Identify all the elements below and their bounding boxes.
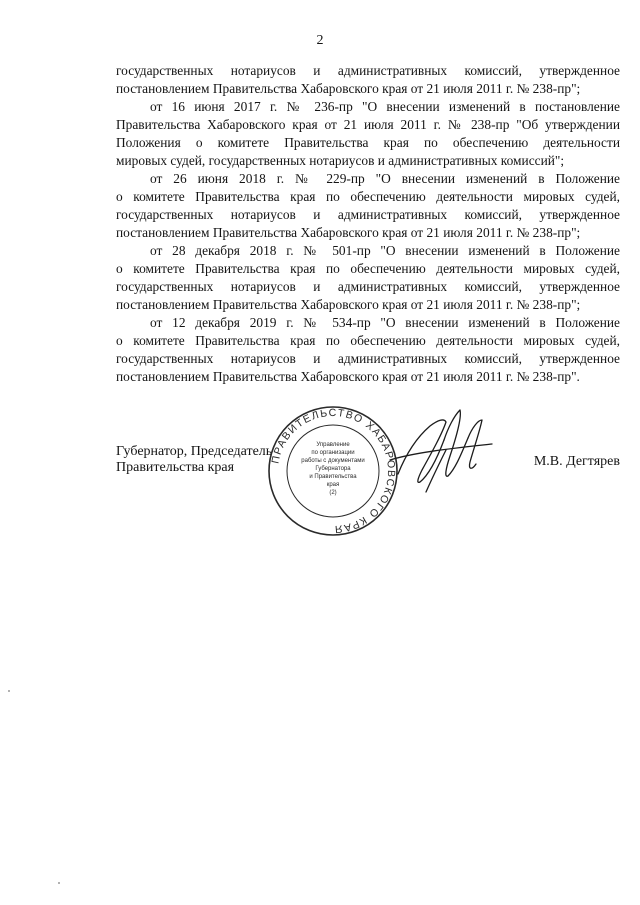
- text-line: от 16 июня 2017 г. № 236-пр "О внесении изменений в постановление: [150, 99, 620, 114]
- signer-name: М.В. Дегтярев: [533, 454, 620, 469]
- text-line: от 12 декабря 2019 г. № 534-пр "О внесении изменений в Положение: [150, 315, 620, 330]
- text-line: постановлением Правительства Хабаровского края от 21 июля 2011 г. № 238-пр";: [116, 81, 581, 96]
- text-line: Положения о комитете Правительства края по обеспечению деятельности: [116, 135, 620, 150]
- text-line: от 28 декабря 2018 г. № 501-пр "О внесении изменений в Положение: [150, 243, 620, 258]
- seal-ring-text: ПРАВИТЕЛЬСТВО ХАБАРОВСКОГО КРАЯ: [269, 406, 398, 536]
- document-body: [116, 62, 620, 386]
- text-line: Правительства Хабаровского края от 21 июля 2011 г. № 238-пр "Об утверждении: [116, 117, 620, 132]
- text-line: государственных нотариусов и административных комиссий, утвержденное: [116, 207, 620, 222]
- text-line: о комитете Правительства края по обеспечению деятельности мировых судей,: [116, 333, 620, 348]
- text-line: государственных нотариусов и административных комиссий, утвержденное: [116, 279, 620, 294]
- seal-center-text: и Правительства: [309, 474, 357, 480]
- paragraph: [116, 314, 620, 386]
- text-line: от 26 июня 2018 г. № 229-пр "О внесении изменений в Положение: [150, 171, 620, 186]
- signer-position-line: Правительства края: [116, 460, 235, 475]
- text-line: государственных нотариусов и административных комиссий, утвержденное: [116, 351, 620, 366]
- handwritten-signature: [386, 404, 496, 500]
- paragraph: [116, 98, 620, 170]
- paragraph: [116, 62, 620, 98]
- text-line: постановлением Правительства Хабаровского края от 21 июля 2011 г. № 238-пр";: [116, 225, 581, 240]
- seal-center-text: (2): [329, 490, 337, 496]
- text-line: государственных нотариусов и административных комиссий, утвержденное: [116, 63, 620, 78]
- scan-speck: [8, 690, 10, 692]
- text-line: о комитете Правительства края по обеспечению деятельности мировых судей,: [116, 189, 620, 204]
- text-line: мировых судей, государственных нотариусов и административных комиссий";: [116, 153, 565, 168]
- seal-center-text: края: [326, 482, 340, 488]
- text-line: о комитете Правительства края по обеспечению деятельности мировых судей,: [116, 261, 620, 276]
- paragraph: [116, 170, 620, 242]
- text-line: постановлением Правительства Хабаровского края от 21 июля 2011 г. № 238-пр".: [116, 369, 580, 384]
- seal-center-text: работы с документами: [301, 458, 365, 464]
- scan-speck: [58, 882, 60, 884]
- text-line: постановлением Правительства Хабаровского края от 21 июля 2011 г. № 238-пр";: [116, 297, 581, 312]
- seal-center-text: Управление: [316, 442, 350, 448]
- signer-position: [116, 444, 272, 476]
- signer-position-line: Губернатор, Председатель: [116, 444, 273, 459]
- official-seal: [266, 404, 400, 538]
- seal-center-text: по организации: [311, 450, 355, 456]
- page-number: 2: [316, 33, 324, 48]
- seal-center-text: Губернатора: [315, 466, 351, 472]
- paragraph: [116, 242, 620, 314]
